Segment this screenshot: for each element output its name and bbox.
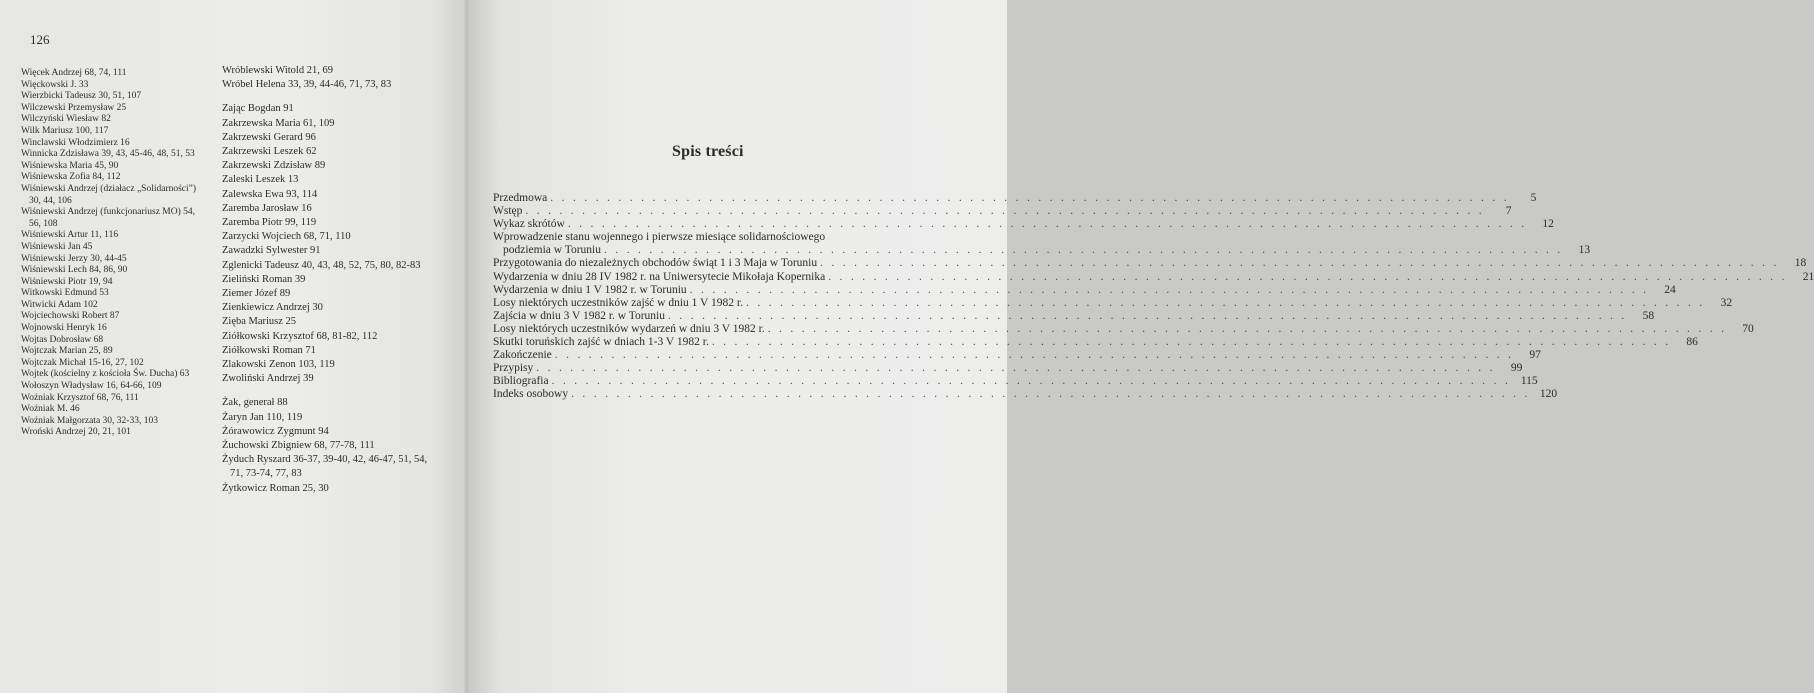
index-entry: Wołoszyn Władysław 16, 64-66, 109 — [21, 381, 162, 392]
toc-leader-dots: . . . . . . . . . . . . . . . . . . . . . . . . . . . . . . . . . . . . . . . . . . . . . . . . . . . . . . . . . . . . . . . . . . . . . . . . . . . . . . . . . . . . . — [536, 362, 1496, 375]
toc-entry — [493, 309, 1655, 323]
index-entry: Wilczewski Przemysław 25 — [21, 102, 127, 113]
index-entry: Wiśniewski Andrzej (funkcjonariusz MO) 54, — [21, 207, 196, 218]
index-entry: Witkowski Edmund 53 — [21, 288, 109, 299]
index-entry: Wojtas Dobrosław 68 — [21, 334, 104, 345]
index-entry: Wiśniewski Andrzej (działacz „Solidarności”) — [21, 183, 197, 194]
index-entry: Woźniak Krzysztof 68, 76, 111 — [21, 392, 139, 403]
index-entry: Wojciechowski Robert 87 — [21, 311, 120, 322]
table-of-contents — [493, 192, 1814, 402]
index-entry: Wróbel Helena 33, 39, 44-46, 71, 73, 83 — [222, 79, 392, 91]
index-entry: Zięba Mariusz 25 — [222, 316, 297, 328]
toc-entry — [493, 283, 1676, 297]
index-entry: Winclawski Włodzimierz 16 — [21, 137, 130, 148]
index-entry: Wilk Mariusz 100, 117 — [21, 125, 109, 136]
index-entry: Zakrzewski Gerard 96 — [222, 131, 316, 143]
toc-page-number: 120 — [1539, 388, 1558, 401]
index-entry: Żuchowski Zbigniew 68, 77-78, 111 — [222, 440, 375, 452]
toc-page-number: 21 — [1802, 270, 1814, 283]
toc-leader-dots: . . . . . . . . . . . . . . . . . . . . . . . . . . . . . . . . . . . . . . . . . . . . . . . . . . . . . . . . . . . . . . . . . . . . . . . . . . . . . . . . . . . . . — [668, 309, 1628, 322]
toc-leader-dots: . . . . . . . . . . . . . . . . . . . . . . . . . . . . . . . . . . . . . . . . . . . . . . . . . . . . . . . . . . . . . . . . . . . . . . . . . . . . . . . . . . . . . — [745, 296, 1706, 309]
index-entry: 71, 73-74, 77, 83 — [230, 468, 302, 480]
toc-entry-label: Wydarzenia w dniu 1 V 1982 r. w Toruniu — [493, 283, 687, 296]
index-entry: Zarzycki Wojciech 68, 71, 110 — [222, 231, 351, 243]
toc-page-number: 70 — [1742, 322, 1754, 335]
toc-entry-label: Indeks osobowy — [493, 388, 569, 401]
toc-leader-dots: . . . . . . . . . . . . . . . . . . . . . . . . . . . . . . . . . . . . . . . . . . . . . . . . . . . . . . . . . . . . . . . . . . . . . . . . . . . . . . . . . . . . . — [554, 349, 1514, 362]
index-entry: Zglenicki Tadeusz 40, 43, 48, 52, 75, 80, 82-83 — [222, 259, 421, 271]
toc-entry-label: Zajścia w dniu 3 V 1982 r. w Toruniu — [493, 309, 666, 322]
toc-entry — [493, 270, 1814, 284]
index-entry: Wiśniewska Zofia 84, 112 — [21, 172, 121, 183]
index-entry: Zakrzewski Leszek 62 — [222, 146, 317, 158]
index-entry: Wojnowski Henryk 16 — [21, 323, 107, 334]
toc-page-number: 32 — [1720, 296, 1733, 309]
index-entry: Wiśniewski Artur 11, 116 — [21, 230, 119, 241]
index-entry: Witwicki Adam 102 — [21, 299, 98, 310]
toc-page-number: 115 — [1520, 375, 1538, 388]
toc-entry — [493, 362, 1523, 375]
index-entry: Żak, generał 88 — [222, 397, 288, 409]
toc-page-number: 24 — [1664, 283, 1676, 296]
toc-leader-dots: . . . . . . . . . . . . . . . . . . . . . . . . . . . . . . . . . . . . . . . . . . . . . . . . . . . . . . . . . . . . . . . . . . . . . . . . . . . . . . . . . . . . . — [767, 322, 1727, 335]
index-entry: Wróblewski Witold 21, 69 — [222, 65, 333, 76]
toc-entry — [493, 336, 1698, 349]
index-entry: Żyduch Ryszard 36-37, 39-40, 42, 46-47, 51, 54, — [222, 454, 428, 466]
index-entry: Zwoliński Andrzej 39 — [222, 373, 314, 385]
toc-entry-label: Przygotowania do niezależnych obchodów świąt 1 i 3 Maja w Toruniu — [493, 257, 818, 270]
index-entry: Zawadzki Sylwester 91 — [222, 245, 321, 257]
toc-entry — [493, 218, 1554, 231]
toc-entry — [493, 257, 1807, 270]
toc-entry-label: Bibliografia — [493, 375, 549, 388]
toc-page-number: 13 — [1578, 244, 1591, 257]
index-entry: Więcek Andrzej 68, 74, 111 — [21, 68, 127, 78]
toc-entry — [493, 296, 1733, 310]
index-entry: Żytkowicz Roman 25, 30 — [222, 482, 329, 494]
index-entry: Ziółkowski Roman 71 — [222, 344, 316, 356]
toc-entry — [493, 349, 1541, 362]
index-entry: Wilczyński Wiesław 82 — [21, 114, 111, 125]
toc-leader-dots: . . . . . . . . . . . . . . . . . . . . . . . . . . . . . . . . . . . . . . . . . . . . . . . . . . . . . . . . . . . . . . . . . . . . . . . . . . . . . . . . . . . . . — [820, 257, 1780, 270]
toc-entry-label: Wydarzenia w dniu 28 IV 1982 r. na Uniwersytecie Mikołaja Kopernika — [493, 270, 826, 283]
index-entry: Ziemer Józef 89 — [222, 288, 291, 300]
index-entry: Wiśniewska Maria 45, 90 — [21, 160, 119, 171]
toc-leader-dots: . . . . . . . . . . . . . . . . . . . . . . . . . . . . . . . . . . . . . . . . . . . . . . . . . . . . . . . . . . . . . . . . . . . . . . . . . . . . . . . . . . . . . — [711, 336, 1671, 349]
index-entry: Zieliński Roman 39 — [222, 273, 306, 285]
toc-page-number: 97 — [1529, 349, 1541, 362]
index-entry: Zalewska Ewa 93, 114 — [222, 188, 318, 200]
left-page — [0, 0, 468, 693]
index-column-left — [21, 68, 221, 439]
toc-entry-label: Zakończenie — [493, 349, 552, 362]
toc-leader-dots: . . . . . . . . . . . . . . . . . . . . . . . . . . . . . . . . . . . . . . . . . . . . . . . . . . . . . . . . . . . . . . . . . . . . . . . . . . . . . . . . . . . . . — [689, 283, 1649, 296]
toc-leader-dots: . . . . . . . . . . . . . . . . . . . . . . . . . . . . . . . . . . . . . . . . . . . . . . . . . . . . . . . . . . . . . . . . . . . . . . . . . . . . . . . . . . . . . — [604, 244, 1564, 257]
index-entry: Zakrzewska Maria 61, 109 — [222, 117, 335, 129]
toc-page-number: 7 — [1505, 205, 1512, 218]
toc-leader-dots: . . . . . . . . . . . . . . . . . . . . . . . . . . . . . . . . . . . . . . . . . . . . . . . . . . . . . . . . . . . . . . . . . . . . . . . . . . . . . . . . . . . . . — [567, 218, 1527, 231]
index-entry: Więckowski J. 33 — [21, 79, 89, 90]
toc-leader-dots: . . . . . . . . . . . . . . . . . . . . . . . . . . . . . . . . . . . . . . . . . . . . . . . . . . . . . . . . . . . . . . . . . . . . . . . . . . . . . . . . . . . . . — [550, 192, 1510, 204]
toc-title: Spis treści — [672, 143, 744, 160]
index-entry: Woźniak M. 46 — [21, 404, 80, 415]
toc-entry-label: Wstęp — [493, 205, 523, 218]
toc-page-number: 86 — [1686, 336, 1698, 349]
index-entry: Zaremba Piotr 99, 119 — [222, 217, 317, 229]
index-entry: Wiśniewski Jerzy 30, 44-45 — [21, 253, 127, 264]
index-entry: Winnicka Zdzisława 39, 43, 45-46, 48, 51, 53 — [21, 149, 195, 160]
toc-entry — [493, 231, 1591, 257]
toc-entry-label: Losy niektórych uczestników wydarzeń w dniu 3 V 1982 r. — [493, 322, 765, 335]
index-entry: Zaremba Jarosław 16 — [222, 202, 312, 214]
toc-entry-label: Wykaz skrótów — [493, 218, 565, 231]
toc-page-number: 58 — [1642, 309, 1655, 322]
toc-entry — [493, 375, 1538, 388]
index-entry: Wroński Andrzej 20, 21, 101 — [21, 427, 131, 438]
toc-entry — [493, 192, 1537, 205]
index-entry: Zlakowski Zenon 103, 119 — [222, 359, 335, 371]
index-entry: Żórawowicz Zygmunt 94 — [222, 425, 329, 437]
index-column-right — [222, 64, 447, 496]
toc-entry-label: Skutki toruńskich zajść w dniach 1-3 V 1982 r. — [493, 336, 709, 349]
toc-leader-dots: . . . . . . . . . . . . . . . . . . . . . . . . . . . . . . . . . . . . . . . . . . . . . . . . . . . . . . . . . . . . . . . . . . . . . . . . . . . . . . . . . . . . . — [571, 388, 1531, 401]
toc-page-number: 99 — [1510, 362, 1523, 375]
index-entry: Wiśniewski Lech 84, 86, 90 — [21, 265, 128, 276]
index-entry: 56, 108 — [29, 218, 58, 229]
toc-entry — [493, 388, 1558, 401]
index-entry: Wiśniewski Jan 45 — [21, 241, 93, 252]
toc-entry-label: Przedmowa — [493, 192, 548, 204]
toc-entry-label: Przypisy — [493, 362, 534, 375]
index-entry: Wojtek (kościelny z kościoła Św. Ducha) 63 — [21, 369, 190, 380]
toc-leader-dots: . . . . . . . . . . . . . . . . . . . . . . . . . . . . . . . . . . . . . . . . . . . . . . . . . . . . . . . . . . . . . . . . . . . . . . . . . . . . . . . . . . . . . — [551, 375, 1511, 388]
toc-entry-label-continued: podziemia w Toruniu — [503, 244, 601, 257]
toc-entry — [493, 205, 1512, 218]
index-entry: Wierzbicki Tadeusz 30, 51, 107 — [21, 91, 142, 102]
index-entry: Zaleski Leszek 13 — [222, 174, 299, 186]
toc-page-number: 12 — [1542, 218, 1554, 231]
index-entry: Żaryn Jan 110, 119 — [222, 411, 303, 423]
toc-entry-label: Wprowadzenie stanu wojennego i pierwsze miesiące solidarnościowego — [493, 231, 826, 244]
toc-entry — [493, 322, 1754, 336]
toc-leader-dots: . . . . . . . . . . . . . . . . . . . . . . . . . . . . . . . . . . . . . . . . . . . . . . . . . . . . . . . . . . . . . . . . . . . . . . . . . . . . . . . . . . . . . — [525, 205, 1485, 218]
index-entry: Wojtczak Michał 15-16, 27, 102 — [21, 357, 144, 368]
index-entry: Ziółkowski Krzysztof 68, 81-82, 112 — [222, 330, 378, 342]
index-entry: Woźniak Małgorzata 30, 32-33, 103 — [21, 415, 158, 426]
page-number: 126 — [30, 32, 50, 47]
index-entry: Zając Bogdan 91 — [222, 103, 294, 115]
toc-page-number: 5 — [1530, 192, 1537, 204]
index-entry: 30, 44, 106 — [29, 195, 72, 206]
toc-page-number: 18 — [1794, 257, 1807, 270]
index-entry: Zakrzewski Zdzisław 89 — [222, 160, 326, 172]
index-entry: Wojtczak Marian 25, 89 — [21, 346, 113, 357]
index-entry: Zienkiewicz Andrzej 30 — [222, 302, 323, 314]
index-entry: Wiśniewski Piotr 19, 94 — [21, 276, 113, 287]
toc-leader-dots: . . . . . . . . . . . . . . . . . . . . . . . . . . . . . . . . . . . . . . . . . . . . . . . . . . . . . . . . . . . . . . . . . . . . . . . . . . . . . . . . . . . . . — [828, 270, 1788, 283]
toc-entry-label: Losy niektórych uczestników zajść w dniu 1 V 1982 r. — [493, 296, 743, 309]
